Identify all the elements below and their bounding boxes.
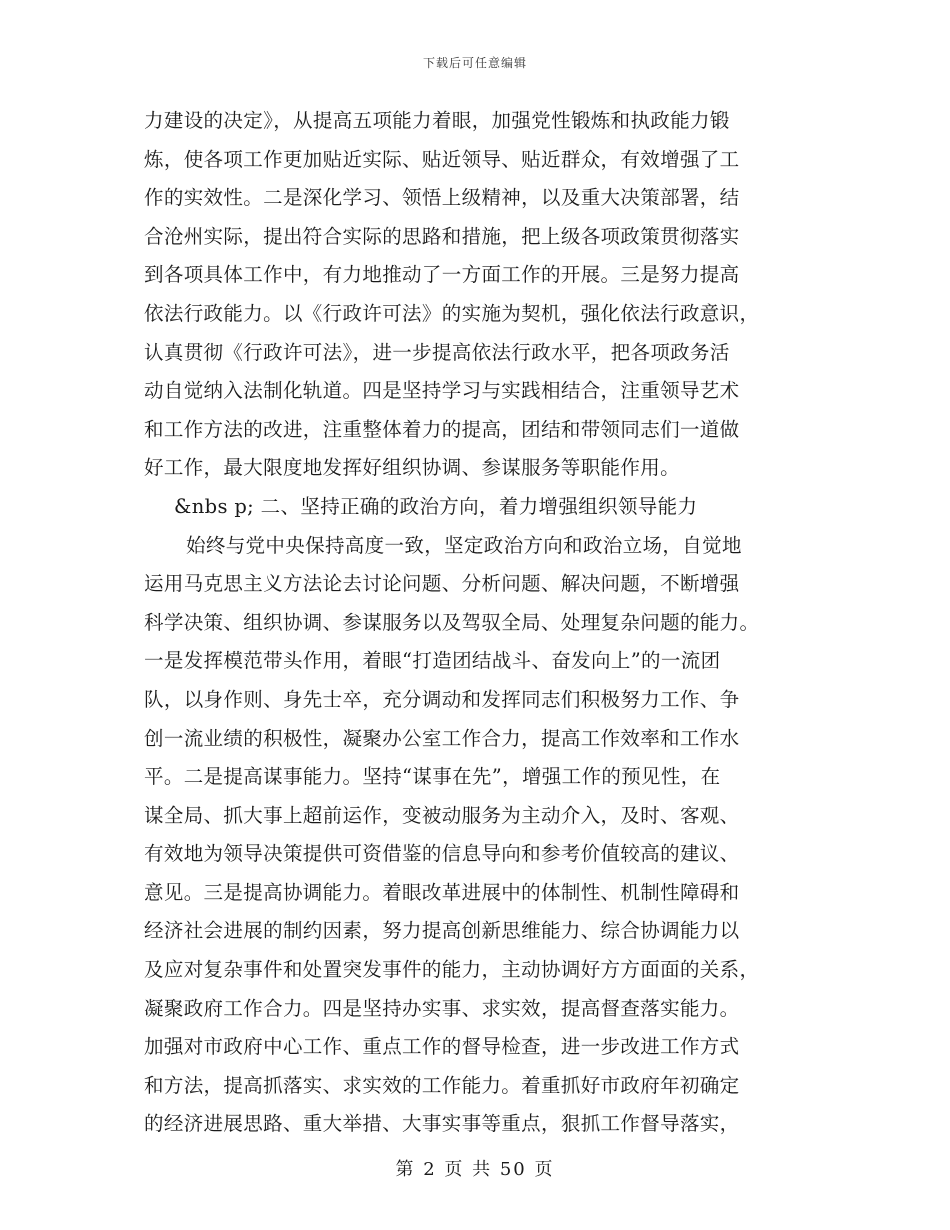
page-header: 下载后可任意编辑 — [422, 56, 527, 70]
page-number-footer: 第 2 页 共 50 页 — [395, 1159, 555, 1180]
text-line: 动自觉纳入法制化轨道。四是坚持学习与实践相结合，注重领导艺术 — [144, 379, 740, 403]
text-line: 好工作，最大限度地发挥好组织协调、参谋服务等职能作用。 — [144, 456, 680, 480]
text-line: 队，以身作则、身先士卒，充分调动和发挥同志们积极努力工作、争 — [144, 687, 740, 711]
text-line: 力建设的决定》，从提高五项能力着眼，加强党性锻炼和执政能力锻 — [144, 109, 730, 132]
text-line: 意见。三是提高协调能力。着眼改革进展中的体制性、机制性障碍和 — [144, 880, 740, 904]
text-line: 一是发挥模范带头作用，着眼“打造团结战斗、奋发向上”的一流团 — [144, 649, 721, 673]
text-line: 到各项具体工作中，有力地推动了一方面工作的开展。三是努力提高 — [144, 263, 740, 287]
text-line: 凝聚政府工作合力。四是坚持办实事、求实效，提高督查落实能力。 — [144, 996, 740, 1020]
text-line: 炼，使各项工作更加贴近实际、贴近领导、贴近群众，有效增强了工 — [144, 147, 740, 171]
text-line: 依法行政能力。以《行政许可法》的实施为契机，强化依法行政意识， — [144, 301, 760, 325]
text-line: 始终与党中央保持高度一致，坚定政治方向和政治立场，自觉地 — [186, 533, 742, 557]
text-line: 的经济进展思路、重大举措、大事实事等重点，狠抓工作督导落实， — [144, 1112, 740, 1136]
text-line: 作的实效性。二是深化学习、领悟上级精神，以及重大决策部署，结 — [144, 186, 740, 210]
text-line: 谋全局、抓大事上超前运作，变被动服务为主动介入，及时、客观、 — [144, 803, 740, 827]
text-line: 合沧州实际，提出符合实际的思路和措施，把上级各项政策贯彻落实 — [144, 224, 740, 248]
text-line: 有效地为领导决策提供可资借鉴的信息导向和参考价值较高的建议、 — [144, 842, 740, 866]
text-line: 加强对市政府中心工作、重点工作的督导检查，进一步改进工作方式 — [144, 1035, 740, 1059]
text-line: 和方法，提高抓落实、求实效的工作能力。着重抓好市政府年初确定 — [144, 1073, 740, 1097]
text-line: 经济社会进展的制约因素，努力提高创新思维能力、综合协调能力以 — [144, 919, 740, 943]
text-line: 平。二是提高谋事能力。坚持“谋事在先”，增强工作的预见性，在 — [144, 765, 721, 789]
text-line: 创一流业绩的积极性，凝聚办公室工作合力，提高工作效率和工作水 — [144, 726, 740, 750]
section-heading: &nbs p; 二、坚持正确的政治方向，着力增强组织领导能力 — [174, 494, 698, 518]
text-line: 认真贯彻《行政许可法》，进一步提高依法行政水平，把各项政务活 — [144, 340, 730, 364]
document-body — [144, 102, 808, 1144]
text-line: 科学决策、组织协调、参谋服务以及驾驭全局、处理复杂问题的能力。 — [144, 610, 760, 634]
text-line: 及应对复杂事件和处置突发事件的能力，主动协调好方方面面的关系， — [144, 958, 760, 982]
text-line: 和工作方法的改进，注重整体着力的提高，团结和带领同志们一道做 — [144, 417, 740, 441]
text-line: 运用马克思主义方法论去讨论问题、分析问题、解决问题，不断增强 — [144, 572, 740, 596]
